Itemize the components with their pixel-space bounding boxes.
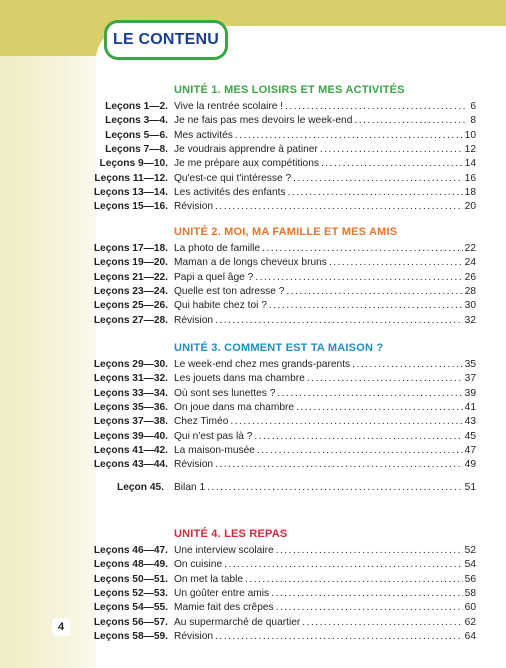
lesson-numbers: Leçons 21—22. [93, 271, 168, 283]
toc-entry [174, 157, 476, 171]
page-ref: 14 [464, 158, 476, 170]
toc-row [0, 630, 506, 644]
toc-row [0, 415, 506, 429]
lesson-numbers: Leçons 41—42. [93, 444, 168, 456]
page-ref: 24 [464, 257, 476, 269]
unit-heading: UNITÉ 3. COMMENT EST TA MAISON ? [174, 342, 384, 354]
dot-leader [307, 372, 463, 386]
page-ref: 26 [464, 271, 476, 283]
lesson-numbers: Leçons 15—16. [93, 201, 168, 213]
lesson-title: La maison-musée [174, 444, 255, 456]
toc-row [0, 186, 506, 200]
dot-leader [276, 601, 463, 615]
page-ref: 18 [464, 186, 476, 198]
page-ref: 8 [470, 115, 476, 127]
dot-leader [207, 481, 463, 495]
lesson-title: Vive la rentrée scolaire ! [174, 101, 284, 112]
lesson-numbers: Leçons 52—53. [93, 587, 168, 599]
toc-row [0, 100, 506, 114]
page-ref: 16 [464, 172, 476, 184]
toc-row [0, 314, 506, 328]
dot-leader [254, 430, 462, 444]
lesson-numbers: Leçons 29—30. [93, 359, 168, 370]
page-ref: 60 [464, 602, 476, 614]
toc-row [0, 285, 506, 299]
dot-leader [320, 143, 463, 157]
page-ref: 37 [464, 373, 476, 385]
toc-entry [174, 458, 476, 472]
lesson-title: On cuisine [174, 559, 223, 571]
lesson-title: Bilan 1 [174, 482, 206, 494]
toc-entry [174, 186, 476, 200]
lesson-numbers: Leçons 31—32. [93, 373, 168, 385]
toc-row [0, 544, 506, 558]
toc-row [0, 601, 506, 615]
page-ref: 45 [464, 430, 476, 442]
toc-entry [174, 114, 476, 128]
page-ref: 20 [464, 201, 476, 213]
lesson-numbers: Leçons 56—57. [93, 616, 168, 628]
page-ref: 62 [464, 616, 476, 628]
toc-entry [174, 444, 476, 458]
lesson-title: Les activités des enfants [174, 186, 286, 198]
lesson-numbers: Leçons 33—34. [93, 387, 168, 399]
lesson-title: Qu'est-ce qui t'intéresse ? [174, 172, 292, 184]
dot-leader [269, 299, 463, 313]
toc-row [0, 143, 506, 157]
dot-leader [230, 415, 462, 429]
lesson-title: Je voudrais apprendre à patiner [174, 143, 318, 155]
toc-row [0, 387, 506, 401]
lesson-numbers: Leçons 19—20. [93, 257, 168, 269]
page-ref: 28 [464, 285, 476, 297]
dot-leader [296, 401, 463, 415]
page-ref: 41 [464, 401, 476, 413]
lesson-numbers: Leçons 23—24. [93, 285, 168, 297]
lesson-numbers: Leçons 13—14. [93, 186, 168, 198]
lesson-numbers: Leçons 25—26. [93, 300, 168, 312]
toc-entry [174, 630, 476, 644]
unit-heading: UNITÉ 2. MOI, MA FAMILLE ET MES AMIS [174, 226, 398, 238]
dot-leader [245, 573, 463, 587]
lesson-title: Révision [174, 459, 214, 471]
page-ref: 56 [464, 573, 476, 585]
toc-entry [174, 299, 476, 313]
toc-row [0, 558, 506, 572]
lesson-title: Quelle est ton adresse ? [174, 285, 285, 297]
toc-row [0, 458, 506, 472]
dot-leader [224, 558, 463, 572]
lesson-title: Qui habite chez toi ? [174, 300, 267, 312]
toc-entry [174, 387, 476, 401]
toc-row [0, 587, 506, 601]
lesson-title: On joue dans ma chambre [174, 401, 295, 413]
dot-leader [215, 630, 463, 644]
lesson-title: Mamie fait des crêpes [174, 602, 274, 614]
toc-entry [174, 271, 476, 285]
toc-entry [174, 481, 476, 495]
toc-row [0, 573, 506, 587]
page-ref: 51 [464, 482, 476, 494]
lesson-title: Révision [174, 201, 214, 213]
unit-heading: UNITÉ 1. MES LOISIRS ET MES ACTIVITÉS [174, 84, 405, 96]
dot-leader [285, 100, 468, 114]
page-ref: 43 [464, 416, 476, 428]
toc-row [0, 200, 506, 214]
lesson-numbers: Leçons 37—38. [93, 416, 168, 428]
lesson-title: Où sont ses lunettes ? [174, 387, 276, 399]
toc-entry [174, 314, 476, 328]
toc-row [0, 172, 506, 186]
lesson-numbers: Leçons 9—10. [99, 158, 168, 170]
dot-leader [293, 172, 463, 186]
toc-row [0, 157, 506, 171]
lesson-title: La photo de famille [174, 243, 261, 254]
lesson-title: Mes activités [174, 129, 233, 141]
page-ref: 39 [464, 387, 476, 399]
lesson-numbers: Leçons 54—55. [93, 602, 168, 614]
toc-row [0, 401, 506, 415]
page-ref: 6 [470, 101, 476, 112]
dot-leader [215, 314, 463, 328]
lesson-numbers: Leçons 58—59. [93, 630, 168, 642]
toc-entry [174, 242, 476, 256]
lesson-numbers: Leçons 1—2. [105, 101, 168, 112]
lesson-title: Révision [174, 630, 214, 642]
lesson-numbers: Leçons 3—4. [105, 115, 168, 127]
page-number: 4 [52, 618, 70, 636]
lesson-title: Maman a de longs cheveux bruns [174, 257, 327, 269]
toc-entry [174, 200, 476, 214]
toc-entry [174, 256, 476, 270]
toc-entry [174, 616, 476, 630]
toc-entry [174, 587, 476, 601]
lesson-title: Révision [174, 314, 214, 326]
dot-leader [262, 242, 463, 256]
lesson-numbers: Leçons 50—51. [93, 573, 168, 585]
page-ref: 35 [464, 359, 476, 370]
toc-row [0, 372, 506, 386]
lesson-numbers: Leçons 35—36. [93, 401, 168, 413]
toc-row [0, 271, 506, 285]
lesson-title: Je me prépare aux compétitions [174, 158, 319, 170]
dot-leader [354, 114, 468, 128]
dot-leader [286, 285, 462, 299]
toc-row [0, 242, 506, 256]
toc-entry [174, 401, 476, 415]
dot-leader [215, 458, 463, 472]
lesson-numbers: Leçons 27—28. [93, 314, 168, 326]
lesson-numbers: Leçons 43—44. [93, 459, 168, 471]
lesson-numbers: Leçons 5—6. [105, 129, 168, 141]
page-title-tab [104, 20, 228, 60]
dot-leader [329, 256, 463, 270]
unit-heading: UNITÉ 4. LES REPAS [174, 528, 288, 540]
page-ref: 54 [464, 559, 476, 571]
toc-row [0, 444, 506, 458]
page-ref: 49 [464, 459, 476, 471]
toc-entry [174, 601, 476, 615]
lesson-title: Au supermarché de quartier [174, 616, 301, 628]
dot-leader [302, 616, 462, 630]
lesson-title: Chez Timéo [174, 416, 229, 428]
toc-row [0, 616, 506, 630]
page-ref: 10 [464, 129, 476, 141]
toc-row [0, 481, 506, 495]
toc-entry [174, 129, 476, 143]
lesson-title: Qui n'est pas là ? [174, 430, 253, 442]
dot-leader [321, 157, 463, 171]
toc-row [0, 430, 506, 444]
dot-leader [257, 444, 463, 458]
lesson-numbers: Leçons 17—18. [93, 243, 168, 254]
lesson-numbers: Leçons 39—40. [93, 430, 168, 442]
toc-entry [174, 544, 476, 558]
toc-entry [174, 415, 476, 429]
lesson-title: Un goûter entre amis [174, 587, 270, 599]
dot-leader [235, 129, 463, 143]
dot-leader [271, 587, 463, 601]
toc-entry [174, 558, 476, 572]
toc-entry [174, 100, 476, 114]
toc-entry [174, 372, 476, 386]
page-ref: 32 [464, 314, 476, 326]
lesson-numbers: Leçons 48—49. [93, 559, 168, 571]
lesson-title: Le week-end chez mes grands-parents [174, 359, 351, 370]
page-ref: 12 [464, 143, 476, 155]
toc-entry [174, 573, 476, 587]
toc-row [0, 114, 506, 128]
dot-leader [255, 271, 462, 285]
page-ref: 58 [464, 587, 476, 599]
toc-entry [174, 172, 476, 186]
toc-entry [174, 430, 476, 444]
lesson-title: Une interview scolaire [174, 545, 274, 556]
page-ref: 52 [464, 545, 476, 556]
lesson-title: Papi a quel âge ? [174, 271, 254, 283]
dot-leader [215, 200, 463, 214]
lesson-numbers: Leçons 46—47. [93, 545, 168, 556]
toc-row [0, 256, 506, 270]
dot-leader [288, 186, 463, 200]
toc-entry [174, 143, 476, 157]
toc-entry [174, 358, 476, 372]
page-title: LE CONTENU [113, 31, 219, 48]
page-ref: 47 [464, 444, 476, 456]
toc-entry [174, 285, 476, 299]
page-ref: 64 [464, 630, 476, 642]
dot-leader [276, 544, 463, 558]
toc-row [0, 358, 506, 372]
dot-leader [352, 358, 463, 372]
lesson-title: Je ne fais pas mes devoirs le week-end [174, 115, 353, 127]
toc-row [0, 299, 506, 313]
lesson-numbers: Leçons 11—12. [94, 172, 168, 184]
page-ref: 22 [464, 243, 476, 254]
lesson-title: On met la table [174, 573, 244, 585]
lesson-numbers: Leçon 45. [117, 482, 164, 494]
page-ref: 30 [464, 300, 476, 312]
lesson-title: Les jouets dans ma chambre [174, 373, 305, 385]
dot-leader [277, 387, 462, 401]
toc-row [0, 129, 506, 143]
lesson-numbers: Leçons 7—8. [105, 143, 168, 155]
